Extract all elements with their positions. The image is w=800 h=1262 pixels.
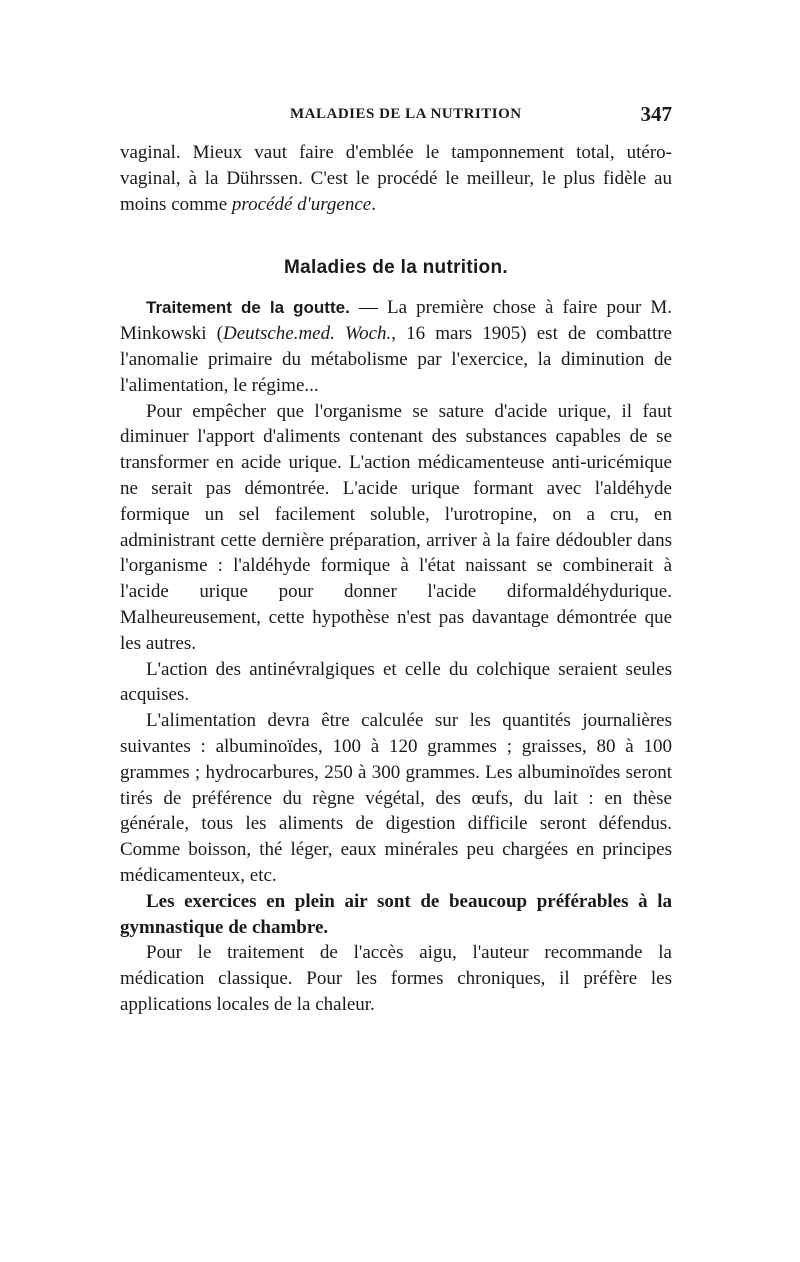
citation: Deutsche.med. Woch. [223, 323, 392, 345]
intro-end: . [371, 193, 376, 215]
paragraph-alimentation: L'alimentation devra être calculée sur les quantités journalières suivantes : albuminoïdes, 100 à 120 grammes ; graisses, 80 à 100 grammes ; hydrocarbures, 250 à 300 grammes. Les albuminoïdes seront tirés de préférence du règne végétal, des œufs, du lait : en thèse générale, tous les aliments de digestion difficile seront défendus. Comme boisson, thé léger, eaux minérales peu chargées en principes médicamenteux, etc. [120, 710, 672, 886]
section-title: Maladies de la nutrition. [284, 257, 508, 279]
paragraph-acces-aigu: Pour le traitement de l'accès aigu, l'auteur recommande la médication classique. Pour les formes chroniques, il préfère les applications locales de la chaleur. [120, 942, 672, 1015]
intro-italic: procédé d'urgence [231, 193, 372, 215]
paragraph-goutte-text: — La première chose à faire pour M. Minkowski ( [120, 297, 672, 345]
running-head [120, 100, 672, 140]
paragraph-exercices: Les exercices en plein air sont de beaucoup préférables à la gymnastique de chambre. [120, 890, 672, 938]
book-page [120, 100, 672, 1018]
intro-text: vaginal. Mieux vaut faire d'emblée le tamponnement total, utéro-vaginal, à la Dührssen. C'est le procédé le meilleur, le plus fidèle au moins comme [120, 142, 672, 215]
paragraph-colchique: L'action des antinévralgiques et celle du colchique seraient seules acquises. [120, 658, 672, 706]
paragraph-acide-urique: Pour empêcher que l'organisme se sature d'acide urique, il faut diminuer l'apport d'aliments contenant des substances capables de se transformer en acide urique. L'action médicamenteuse anti-uricémique ne serait pas démontrée. L'acide urique formant avec l'aldéhyde formique un sel facilement soluble, l'urotropine, on a cru, en administrant cette dernière préparation, arriver à la faire dédoubler dans l'organisme : l'aldéhyde formique à l'état naissant se combinerait à l'acide urique pour donner l'acide diformaldéhydurique. Malheureusement, cette hypothèse n'est pas davantage démontrée que les autres. [120, 400, 672, 654]
run-in-heading: Traitement de la goutte. [146, 298, 350, 318]
running-title: MALADIES DE LA NUTRITION [290, 106, 522, 122]
paragraph-goutte [120, 295, 672, 398]
page-number: 347 [640, 102, 672, 126]
intro-paragraph [120, 140, 672, 217]
paragraph-goutte-text-2: , 16 mars 1905) est de combattre l'anomalie primaire du métabolisme par l'exercice, la diminution de l'alimentation, le régime... [120, 323, 672, 396]
